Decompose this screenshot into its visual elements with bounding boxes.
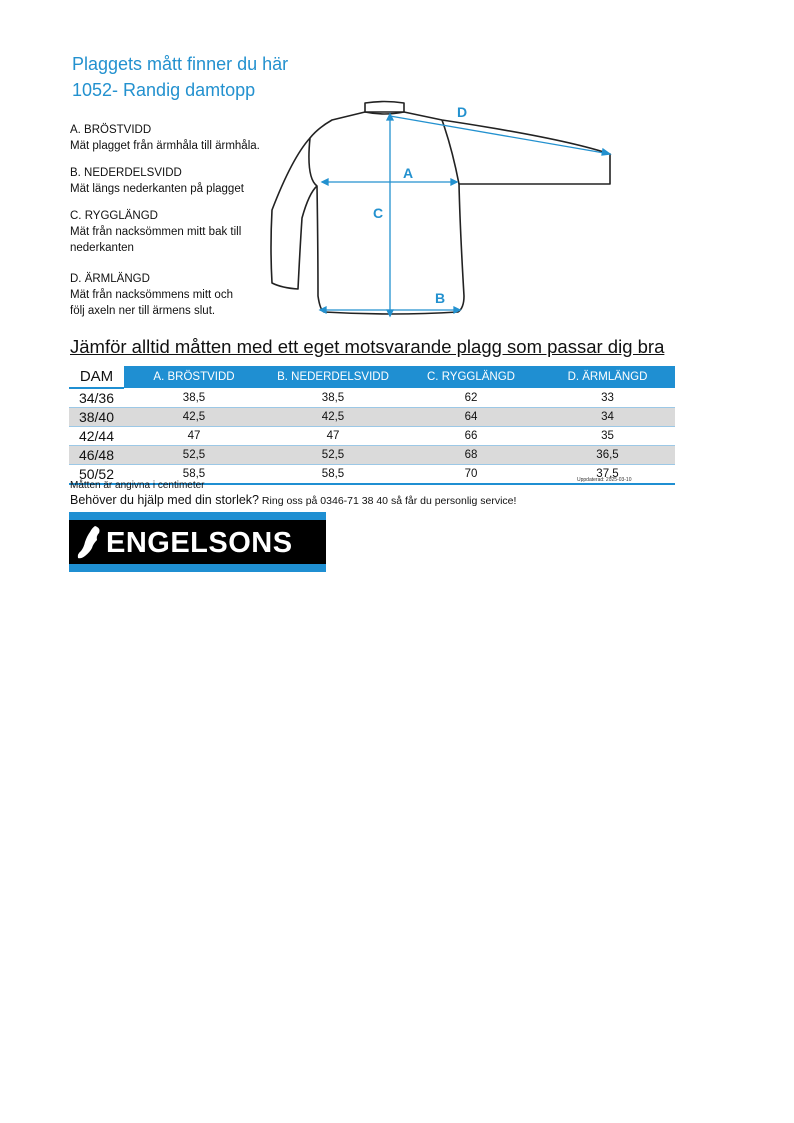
measure-d-line — [390, 116, 610, 154]
cell-rygglangd: 70 — [402, 465, 540, 485]
instruction-c — [70, 208, 245, 256]
unit-note: Måtten är angivna i centimeter — [70, 480, 205, 491]
diagram-label-d: D — [457, 104, 468, 120]
instruction-b-heading: B. NEDERDELSVIDD — [70, 167, 182, 179]
cell-brostvidd: 58,5 — [124, 465, 264, 485]
diagram-label-b: B — [435, 290, 446, 306]
garment-body-outline — [309, 112, 610, 314]
table-row — [69, 427, 675, 446]
cell-size: 50/52 — [69, 465, 124, 485]
instruction-d — [70, 271, 245, 319]
cell-rygglangd: 66 — [402, 427, 540, 446]
logo-top-bar — [69, 512, 326, 520]
updated-date: Uppdaterad: 2025-03-10 — [577, 477, 632, 483]
instruction-c-heading: C. RYGGLÄNGD — [70, 210, 158, 222]
cell-brostvidd: 42,5 — [124, 408, 264, 427]
cell-rygglangd: 64 — [402, 408, 540, 427]
table-row — [69, 446, 675, 465]
garment-diagram — [262, 98, 622, 323]
help-contact: Ring oss på 0346-71 38 40 så får du personlig service! — [259, 495, 517, 507]
table-row — [69, 408, 675, 427]
instruction-c-text: Mät från nacksömmen mitt bak till nederkanten — [70, 226, 242, 254]
cell-nederdelsvidd: 42,5 — [264, 408, 402, 427]
help-text — [70, 493, 516, 507]
cell-size: 34/36 — [69, 388, 124, 408]
page-title-line2: 1052- Randig damtopp — [72, 80, 256, 100]
logo-black-field — [69, 520, 326, 564]
instruction-d-heading: D. ÄRMLÄNGD — [70, 273, 150, 285]
cell-armlangd: 36,5 — [540, 446, 675, 465]
header-dam: DAM — [69, 366, 124, 388]
cell-size: 46/48 — [69, 446, 124, 465]
garment-left-sleeve-outline — [271, 138, 317, 289]
cell-brostvidd: 38,5 — [124, 388, 264, 408]
header-armlangd: D. ÄRMLÄNGD — [540, 366, 675, 388]
measure-a-arrow-right — [451, 179, 457, 185]
garment-sleeve-seam — [442, 120, 459, 184]
logo-wordmark: ENGELSONS — [106, 527, 293, 559]
engelsons-logo — [69, 512, 326, 572]
measure-a-arrow-left — [322, 179, 328, 185]
help-question: Behöver du hjälp med din storlek? — [70, 493, 260, 507]
size-table — [69, 366, 675, 485]
diagram-label-c: C — [373, 205, 384, 221]
cell-size: 38/40 — [69, 408, 124, 427]
diagram-label-a: A — [403, 165, 414, 181]
compare-heading: Jämför alltid måtten med ett eget motsvarande plagg som passar dig bra — [70, 336, 665, 357]
cell-nederdelsvidd: 52,5 — [264, 446, 402, 465]
instruction-a-text: Mät plagget från ärmhåla till ärmhåla. — [70, 140, 260, 152]
cell-nederdelsvidd: 38,5 — [264, 388, 402, 408]
cell-nederdelsvidd: 47 — [264, 427, 402, 446]
instruction-a — [70, 122, 270, 154]
table-row — [69, 388, 675, 408]
cell-brostvidd: 47 — [124, 427, 264, 446]
page-title-line1: Plaggets mått finner du här — [72, 54, 289, 74]
logo-bottom-bar — [69, 564, 326, 572]
header-nederdelsvidd: B. NEDERDELSVIDD — [264, 366, 402, 388]
sweden-map-icon — [75, 524, 105, 562]
header-brostvidd: A. BRÖSTVIDD — [124, 366, 264, 388]
cell-armlangd: 34 — [540, 408, 675, 427]
cell-brostvidd: 52,5 — [124, 446, 264, 465]
cell-armlangd: 35 — [540, 427, 675, 446]
instruction-b — [70, 165, 270, 197]
cell-armlangd: 37,5 — [540, 465, 675, 485]
instruction-d-text: Mät från nacksömmens mitt och följ axeln ner till ärmens slut. — [70, 289, 233, 317]
cell-armlangd: 33 — [540, 388, 675, 408]
cell-nederdelsvidd: 58,5 — [264, 465, 402, 485]
instruction-b-text: Mät längs nederkanten på plagget — [70, 183, 244, 195]
header-rygglangd: C. RYGGLÄNGD — [402, 366, 540, 388]
cell-rygglangd: 68 — [402, 446, 540, 465]
cell-size: 42/44 — [69, 427, 124, 446]
size-table-header — [69, 366, 675, 388]
measure-c-arrow-bottom — [387, 310, 393, 316]
instruction-a-heading: A. BRÖSTVIDD — [70, 124, 152, 136]
measure-d-arrow-end — [602, 149, 610, 155]
cell-rygglangd: 62 — [402, 388, 540, 408]
